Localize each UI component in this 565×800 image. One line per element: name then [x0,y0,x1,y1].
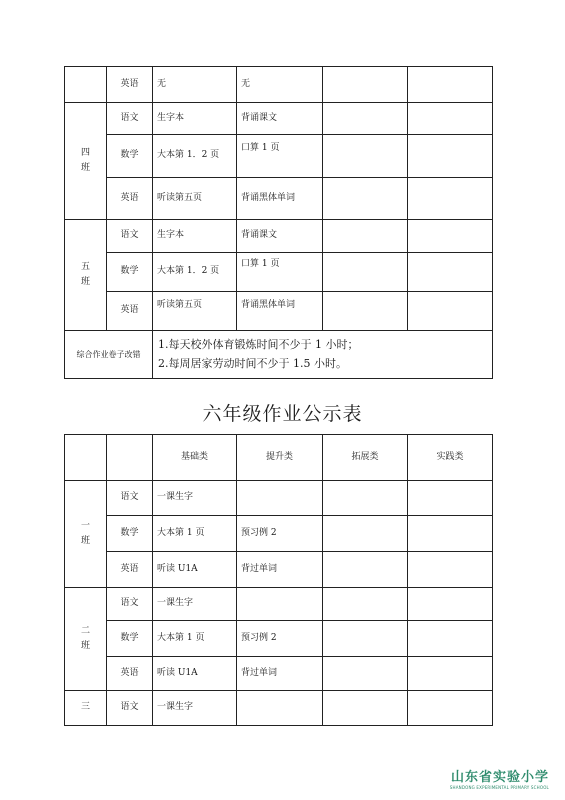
subject-english: 英语 [107,552,153,588]
improve-cell [237,588,323,621]
table-row [65,552,493,588]
extend-cell [323,516,408,552]
extend-cell [323,552,408,588]
subject-chinese: 语文 [107,691,153,726]
basic-cell: 生字本 [153,220,237,253]
extend-cell [323,67,408,103]
note-line-2: 2.每周居家劳动时间不少于 1.5 小时。 [158,356,347,370]
basic-cell: 大本第 1 页 [153,516,237,552]
homework-table-top [64,66,493,379]
improve-cell: 口算 1 页 [237,135,323,178]
subject-english: 英语 [107,657,153,691]
basic-cell: 大本第 1．2 页 [153,135,237,178]
practice-cell [408,691,493,726]
school-logo [450,766,549,790]
table-row [65,691,493,726]
improve-cell: 背诵课文 [237,103,323,135]
improve-cell: 口算 1 页 [237,253,323,292]
table-row [65,292,493,331]
school-name: 山东省实验小学 [450,770,549,785]
subject-english: 英语 [107,67,153,103]
subject-math: 数学 [107,253,153,292]
practice-cell [408,552,493,588]
table-row [65,657,493,691]
table-row [65,103,493,135]
basic-cell: 一课生字 [153,481,237,516]
table-row [65,135,493,178]
note-line-1: 1.每天校外体育锻炼时间不少于 1 小时； [158,337,359,351]
class-label-1: 一班 [65,481,107,588]
table-row [65,253,493,292]
extend-cell [323,621,408,657]
basic-cell: 听读第五页 [153,178,237,220]
extend-cell [323,253,408,292]
improve-cell [237,481,323,516]
basic-cell: 一课生字 [153,691,237,726]
header-empty-1 [65,435,107,481]
comprehensive-label: 综合作业卷子改错 [65,331,153,379]
header-practice: 实践类 [408,435,493,481]
basic-cell: 听读 U1A [153,552,237,588]
table-row [65,621,493,657]
basic-cell: 听读第五页 [153,292,237,331]
subject-chinese: 语文 [107,220,153,253]
header-basic: 基础类 [153,435,237,481]
class-label-5: 五班 [65,220,107,331]
practice-cell [408,621,493,657]
basic-cell: 大本第 1 页 [153,621,237,657]
improve-cell: 背诵黑体单词 [237,292,323,331]
improve-cell: 背过单词 [237,552,323,588]
table-row [65,220,493,253]
improve-cell: 背过单词 [237,657,323,691]
header-extend: 拓展类 [323,435,408,481]
subject-chinese: 语文 [107,103,153,135]
improve-cell: 背诵课文 [237,220,323,253]
extend-cell [323,292,408,331]
table-row [65,516,493,552]
extend-cell [323,481,408,516]
improve-cell: 预习例 2 [237,621,323,657]
class-label-4: 四班 [65,103,107,220]
table-row [65,67,493,103]
subject-chinese: 语文 [107,481,153,516]
header-row [65,435,493,481]
subject-english: 英语 [107,178,153,220]
practice-cell [408,220,493,253]
extend-cell [323,178,408,220]
extend-cell [323,103,408,135]
improve-cell: 无 [237,67,323,103]
basic-cell: 无 [153,67,237,103]
extend-cell [323,588,408,621]
basic-cell: 听读 U1A [153,657,237,691]
class-label-3: 三 [65,691,107,726]
practice-cell [408,657,493,691]
header-empty-2 [107,435,153,481]
practice-cell [408,516,493,552]
improve-cell [237,691,323,726]
table-row [65,481,493,516]
subject-chinese: 语文 [107,588,153,621]
subject-math: 数学 [107,621,153,657]
practice-cell [408,67,493,103]
improve-cell: 背诵黑体单词 [237,178,323,220]
grade6-title: 六年级作业公示表 [202,403,363,425]
class-label-2: 二班 [65,588,107,691]
basic-cell: 一课生字 [153,588,237,621]
practice-cell [408,292,493,331]
header-improve: 提升类 [237,435,323,481]
subject-math: 数学 [107,135,153,178]
subject-math: 数学 [107,516,153,552]
class-cell-empty [65,67,107,103]
table-row [65,178,493,220]
extend-cell [323,220,408,253]
homework-table-grade6 [64,434,493,726]
basic-cell: 大本第 1．2 页 [153,253,237,292]
subject-english: 英语 [107,292,153,331]
extend-cell [323,691,408,726]
improve-cell: 预习例 2 [237,516,323,552]
comprehensive-notes [153,331,493,379]
table-row [65,588,493,621]
practice-cell [408,135,493,178]
table-row [65,331,493,379]
extend-cell [323,657,408,691]
school-name-english: SHANDONG EXPERIMENTAL PRIMARY SCHOOL [449,785,549,790]
practice-cell [408,253,493,292]
practice-cell [408,178,493,220]
basic-cell: 生字本 [153,103,237,135]
practice-cell [408,481,493,516]
extend-cell [323,135,408,178]
practice-cell [408,588,493,621]
practice-cell [408,103,493,135]
